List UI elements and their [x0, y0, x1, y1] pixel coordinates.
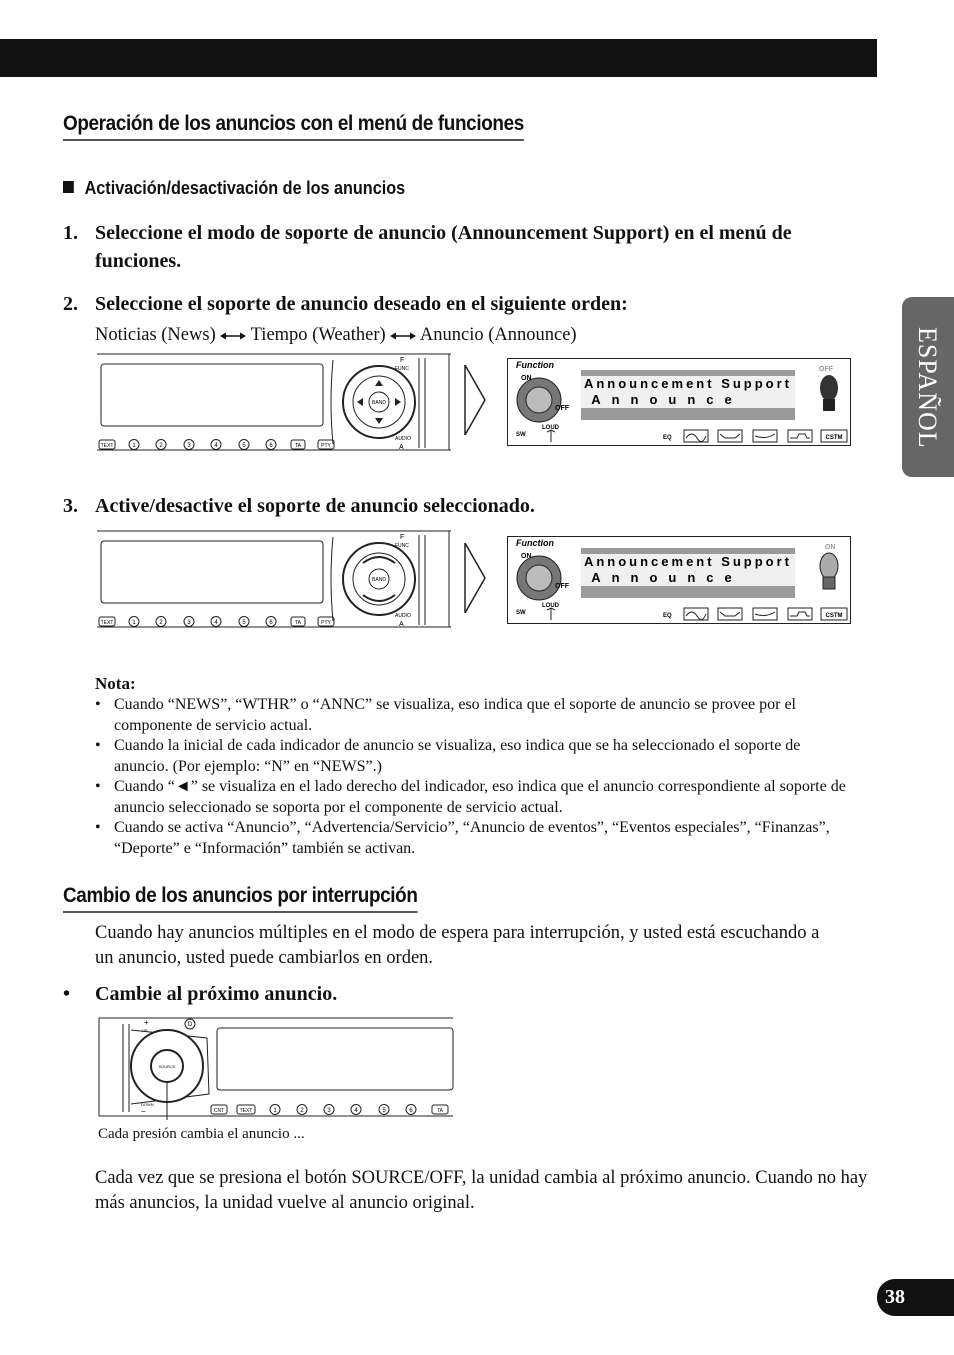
a-label: A — [399, 444, 404, 451]
button-ta: TA — [294, 620, 302, 626]
head-unit-source-panel — [97, 1016, 454, 1120]
step-1-text: Seleccione el modo de soporte de anuncio (Announcement Support) en el menú de funciones. — [95, 222, 792, 272]
step-2-number: 2. — [63, 293, 78, 315]
order-weather: Tiempo (Weather) — [250, 325, 386, 345]
display-line-1: Announcement Support — [583, 554, 793, 569]
figure-caption: Cada presión cambia el anuncio ... — [98, 1126, 305, 1142]
bulb-state-label: ON — [825, 544, 836, 551]
button-ta: TA — [436, 1108, 444, 1114]
band-label: BAND — [372, 400, 386, 406]
function-label: Function — [516, 360, 554, 370]
button-6: 6 — [269, 443, 273, 449]
next-announcement-label: Cambie al próximo anuncio. — [95, 983, 338, 1005]
function-label: Function — [516, 538, 554, 548]
display-line-2: Announce — [591, 392, 743, 407]
off-label: OFF — [555, 583, 569, 590]
minus-icon: − — [141, 1107, 146, 1116]
step-3 — [63, 492, 863, 522]
interruption-outro: Cada vez que se presiona el botón SOURCE/OFF, la unidad cambia al próximo anuncio. Cuando no hay más anuncios, la unidad vuelve al anuncio original. — [95, 1168, 868, 1213]
lcd-display-1 — [507, 358, 851, 446]
button-3: 3 — [327, 1108, 331, 1114]
flow-arrow-icon — [463, 543, 487, 613]
step-2-text: Seleccione el soporte de anuncio deseado en el siguiente orden: — [95, 293, 628, 315]
head-unit-panel-2 — [97, 529, 451, 629]
cstm-label: CSTM — [825, 613, 843, 619]
note-item: • Cuando “NEWS”, “WTHR” o “ANNC” se visualiza, eso indica que el soporte de anuncio se provee por el componente de servicio actual. — [95, 695, 855, 736]
order-sequence — [95, 323, 577, 348]
button-2: 2 — [159, 620, 163, 626]
band-label: BAND — [372, 577, 386, 583]
display-line-1: Announcement Support — [583, 376, 793, 391]
bulb-state-label: OFF — [819, 366, 833, 373]
sw-label: SW — [516, 610, 526, 616]
button-pty: PTY — [321, 443, 331, 449]
on-label: ON — [521, 553, 532, 560]
f-label: F — [400, 534, 405, 541]
sw-label: SW — [516, 432, 526, 438]
button-text: TEXT — [100, 620, 114, 626]
eq-label: EQ — [663, 613, 672, 619]
button-text: TEXT — [100, 443, 114, 449]
double-arrow-icon — [390, 331, 416, 341]
square-bullet-icon — [63, 181, 74, 193]
page-number: 38 — [877, 1279, 954, 1316]
down-label: DOWN — [141, 1102, 154, 1107]
notes-block — [95, 673, 855, 859]
button-5: 5 — [242, 620, 246, 626]
button-3: 3 — [187, 620, 191, 626]
d-label: D — [187, 1022, 193, 1028]
button-6: 6 — [409, 1108, 413, 1114]
subsection-title — [63, 178, 405, 199]
button-3: 3 — [187, 443, 191, 449]
button-2: 2 — [300, 1108, 304, 1114]
audio-label: AUDIO — [395, 613, 411, 619]
button-4: 4 — [354, 1108, 358, 1114]
lcd-display-2 — [507, 536, 851, 624]
flow-arrow-icon — [463, 365, 487, 435]
button-4: 4 — [214, 443, 218, 449]
button-cnt: CNT — [213, 1108, 225, 1114]
f-label: F — [400, 357, 405, 364]
step-1 — [63, 219, 863, 279]
preset-buttons — [99, 617, 334, 627]
bullet-icon: • — [63, 983, 71, 1005]
button-pty: PTY — [321, 620, 331, 626]
button-4: 4 — [214, 620, 218, 626]
button-5: 5 — [242, 443, 246, 449]
button-ta: TA — [294, 443, 302, 449]
button-text: TEXT — [239, 1108, 253, 1114]
preset-buttons — [99, 440, 334, 450]
func-label: FUNC — [395, 366, 409, 372]
note-item: • Cuando la inicial de cada indicador de anuncio se visualiza, eso indica que se ha seleccionado el soporte de anuncio. (Por ejemplo: “N” en “NEWS”.) — [95, 736, 855, 777]
interruption-intro: Cuando hay anuncios múltiples en el modo de espera para interrupción, y usted está escuchando a un anuncio, usted puede cambiarlos en orden. — [95, 923, 820, 968]
next-announcement-instruction — [63, 980, 663, 1010]
head-unit-panel-1 — [97, 352, 451, 452]
order-news: Noticias (News) — [95, 325, 216, 345]
bulb-icon — [820, 553, 838, 589]
off-label: OFF — [555, 405, 569, 412]
up-label: UP — [142, 1028, 148, 1033]
step-3-number: 3. — [63, 495, 78, 517]
loud-label: LOUD — [542, 425, 559, 431]
func-label: FUNC — [395, 543, 409, 549]
eq-label: EQ — [663, 435, 672, 441]
a-label: A — [399, 621, 404, 628]
button-6: 6 — [269, 620, 273, 626]
notes-title: Nota: — [95, 674, 136, 693]
step-1-number: 1. — [63, 222, 78, 244]
display-line-2: Announce — [591, 570, 743, 585]
source-label: SOURCE — [158, 1064, 176, 1069]
button-2: 2 — [159, 443, 163, 449]
button-1: 1 — [132, 620, 136, 626]
preset-buttons — [211, 1105, 448, 1115]
button-1: 1 — [273, 1108, 277, 1114]
language-tab — [902, 297, 954, 477]
subsection-label: Activación/desactivación de los anuncios — [84, 178, 406, 198]
cstm-label: CSTM — [825, 435, 843, 441]
step-3-text: Active/desactive el soporte de anuncio seleccionado. — [95, 495, 535, 517]
note-item: • Cuando “◄” se visualiza en el lado derecho del indicador, eso indica que el anuncio correspondiente al soporte de anuncio seleccionado se soporta por el componente de servicio actual. — [95, 777, 855, 818]
button-5: 5 — [382, 1108, 386, 1114]
audio-label: AUDIO — [395, 436, 411, 442]
on-label: ON — [521, 375, 532, 382]
step-2 — [63, 290, 863, 320]
button-1: 1 — [132, 443, 136, 449]
loud-label: LOUD — [542, 603, 559, 609]
double-arrow-icon — [220, 331, 246, 341]
language-tab-label: ESPAÑOL — [913, 327, 942, 449]
order-announce: Anuncio (Announce) — [419, 325, 577, 345]
section-title-interruption: Cambio de los anuncios por interrupción — [63, 884, 418, 913]
plus-icon: + — [144, 1018, 149, 1027]
note-item: • Cuando se activa “Anuncio”, “Advertencia/Servicio”, “Anuncio de eventos”, “Eventos especiales”, “Finanzas”, “Deporte” e “Información” también se activan. — [95, 818, 855, 859]
header-bar — [0, 39, 877, 77]
section-title-operation: Operación de los anuncios con el menú de funciones — [63, 112, 524, 141]
